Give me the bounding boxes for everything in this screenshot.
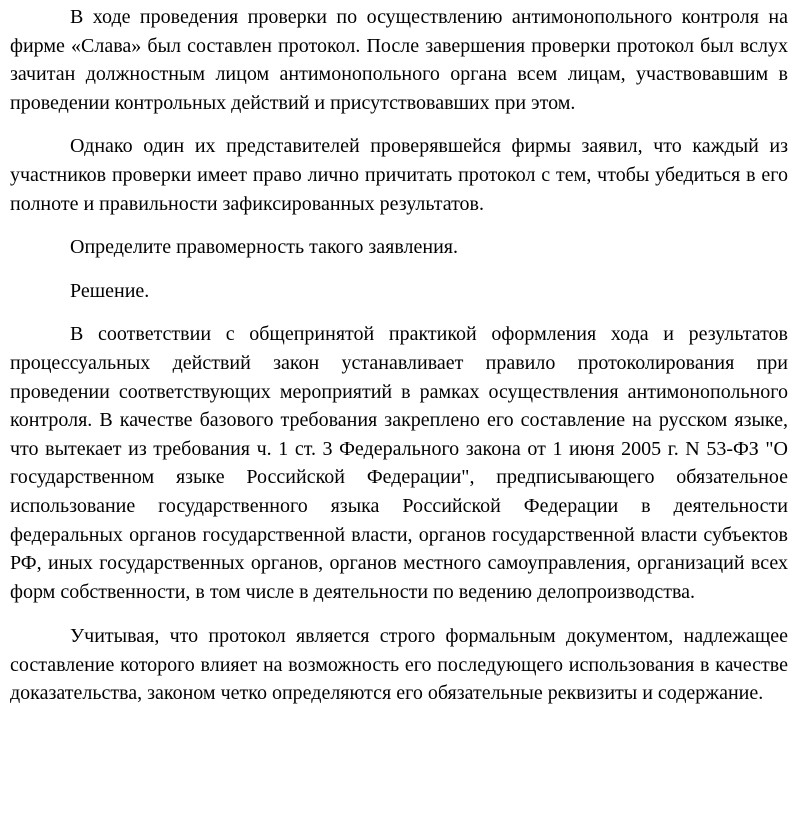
document-page [10,0,788,708]
paragraph-case-description: В ходе проведения проверки по осуществлению антимонопольного контроля на фирме «Слава» был составлен протокол. После завершения проверки протокол был вслух зачитан должностным лицом антимонопольного органа всем лицам, участвовавшим в проведении контрольных действий и присутствовавших при этом. [10,6,788,114]
paragraph-protocol-requirements: Учитывая, что протокол является строго формальным документом, надлежащее составление которого влияет на возможность его последующего использования в качестве доказательства, законом четко определяются его обязательные реквизиты и содержание. [10,625,788,705]
paragraph-objection: Однако один их представителей проверявшейся фирмы заявил, что каждый из участников проверки имеет право лично причитать протокол с тем, чтобы убедиться в его полноте и правильности зафиксированных результатов. [10,135,788,215]
paragraph-question: Определите правомерность такого заявления. [70,236,458,259]
paragraph-solution-body: В соответствии с общепринятой практикой оформления хода и результатов процессуальных действий закон устанавливает правило протоколирования при проведении соответствующих мероприятий в рамках осуществления антимонопольного контроля. В качестве базового требования закреплено его составление на русском языке, что вытекает из требования ч. 1 ст. 3 Федерального закона от 1 июня 2005 г. N 53-ФЗ "О государственном языке Российской Федерации", предписывающего обязательное использование государственного языка Российской Федерации в деятельности федеральных органов государственной власти, органов государственной власти субъектов РФ, иных государственных органов, органов местного самоуправления, организаций всех форм собственности, в том числе в деятельности по ведению делопроизводства. [10,323,788,603]
paragraph-solution-heading: Решение. [70,279,150,302]
